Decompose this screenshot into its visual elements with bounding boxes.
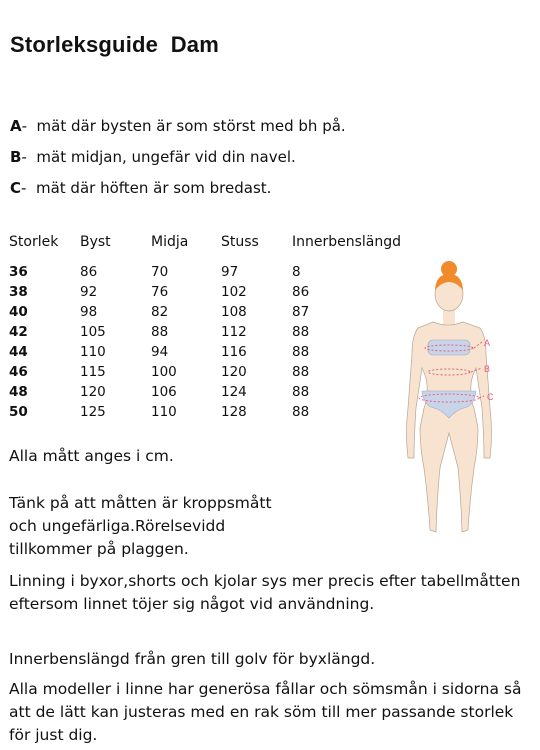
bust-cell: 120 <box>80 384 106 400</box>
body-note-line: tillkommer på plaggen. <box>9 540 189 558</box>
measurement-a <box>10 117 346 135</box>
inseam-cell: 86 <box>292 284 310 300</box>
hip-cell: 108 <box>221 304 247 320</box>
hair-bun <box>441 261 457 277</box>
size-cell: 38 <box>9 284 28 300</box>
bust-cell: 110 <box>80 344 106 360</box>
linen-note: Alla modeller i linne har generösa fållar och sömsmån i sidorna så att de lätt kan justeras med en rak söm till mer passande storlek för just dig. <box>9 680 522 744</box>
header-midja: Midja <box>151 234 189 250</box>
hip-cell: 124 <box>221 384 247 400</box>
measurement-text: - mät där bysten är som störst med bh på. <box>21 117 346 135</box>
size-cell: 48 <box>9 384 28 400</box>
figure-label-b: B <box>484 364 491 374</box>
inseam-cell: 88 <box>292 344 310 360</box>
figure-label-a: A <box>484 338 491 348</box>
measurement-text: - mät där höften är som bredast. <box>21 179 272 197</box>
hip-cell: 128 <box>221 404 247 420</box>
measurement-letter: B <box>10 148 22 166</box>
inseam-cell: 88 <box>292 384 310 400</box>
size-cell: 36 <box>9 264 28 280</box>
waist-cell: 106 <box>151 384 177 400</box>
size-cell: 40 <box>9 304 28 320</box>
header-innerbenslangd: Innerbenslängd <box>292 234 402 250</box>
page-title: Storleksguide Dam <box>10 32 219 57</box>
size-cell: 50 <box>9 404 28 420</box>
hip-cell: 97 <box>221 264 239 280</box>
inseam-note: Innerbenslängd från gren till golv för byxlängd. <box>9 650 376 668</box>
measurement-text: - mät midjan, ungefär vid din navel. <box>21 148 296 166</box>
inseam-cell: 8 <box>292 264 301 280</box>
bust-cell: 125 <box>80 404 106 420</box>
body-measure-note <box>9 492 272 561</box>
measurement-letter: C <box>10 179 22 197</box>
bust-cell: 92 <box>80 284 98 300</box>
inseam-cell: 88 <box>292 404 310 420</box>
header-storlek: Storlek <box>9 234 59 250</box>
hip-cell: 112 <box>221 324 247 340</box>
header-byst: Byst <box>80 234 111 250</box>
waistband-note: Linning i byxor,shorts och kjolar sys mer precis efter tabellmåtten eftersom linnet töjer sig något vid användning. <box>9 572 521 613</box>
inseam-cell: 88 <box>292 364 310 380</box>
figure-label-c: C <box>487 392 494 402</box>
waist-cell: 110 <box>151 404 177 420</box>
measurement-b <box>10 148 296 166</box>
bust-cell: 98 <box>80 304 98 320</box>
size-cell: 46 <box>9 364 28 380</box>
unit-note: Alla mått anges i cm. <box>9 447 174 465</box>
hip-cell: 102 <box>221 284 247 300</box>
size-cell: 44 <box>9 344 28 360</box>
waist-cell: 70 <box>151 264 169 280</box>
bust-cell: 115 <box>80 364 106 380</box>
waist-cell: 100 <box>151 364 177 380</box>
waist-cell: 76 <box>151 284 169 300</box>
inseam-cell: 88 <box>292 324 310 340</box>
measurement-letter: A <box>10 117 22 135</box>
bust-cell: 105 <box>80 324 106 340</box>
inseam-cell: 87 <box>292 304 310 320</box>
bust-cell: 86 <box>80 264 98 280</box>
waist-cell: 88 <box>151 324 169 340</box>
figure-bra <box>428 340 470 355</box>
waist-cell: 94 <box>151 344 169 360</box>
measurement-c <box>10 179 271 197</box>
size-cell: 42 <box>9 324 28 340</box>
header-stuss: Stuss <box>221 234 259 250</box>
body-measurement-figure <box>398 258 498 558</box>
body-note-line: och ungefärliga.Rörelsevidd <box>9 517 226 535</box>
hip-cell: 116 <box>221 344 247 360</box>
waist-cell: 82 <box>151 304 169 320</box>
hip-cell: 120 <box>221 364 247 380</box>
body-note-line: Tänk på att måtten är kroppsmått <box>9 494 272 512</box>
